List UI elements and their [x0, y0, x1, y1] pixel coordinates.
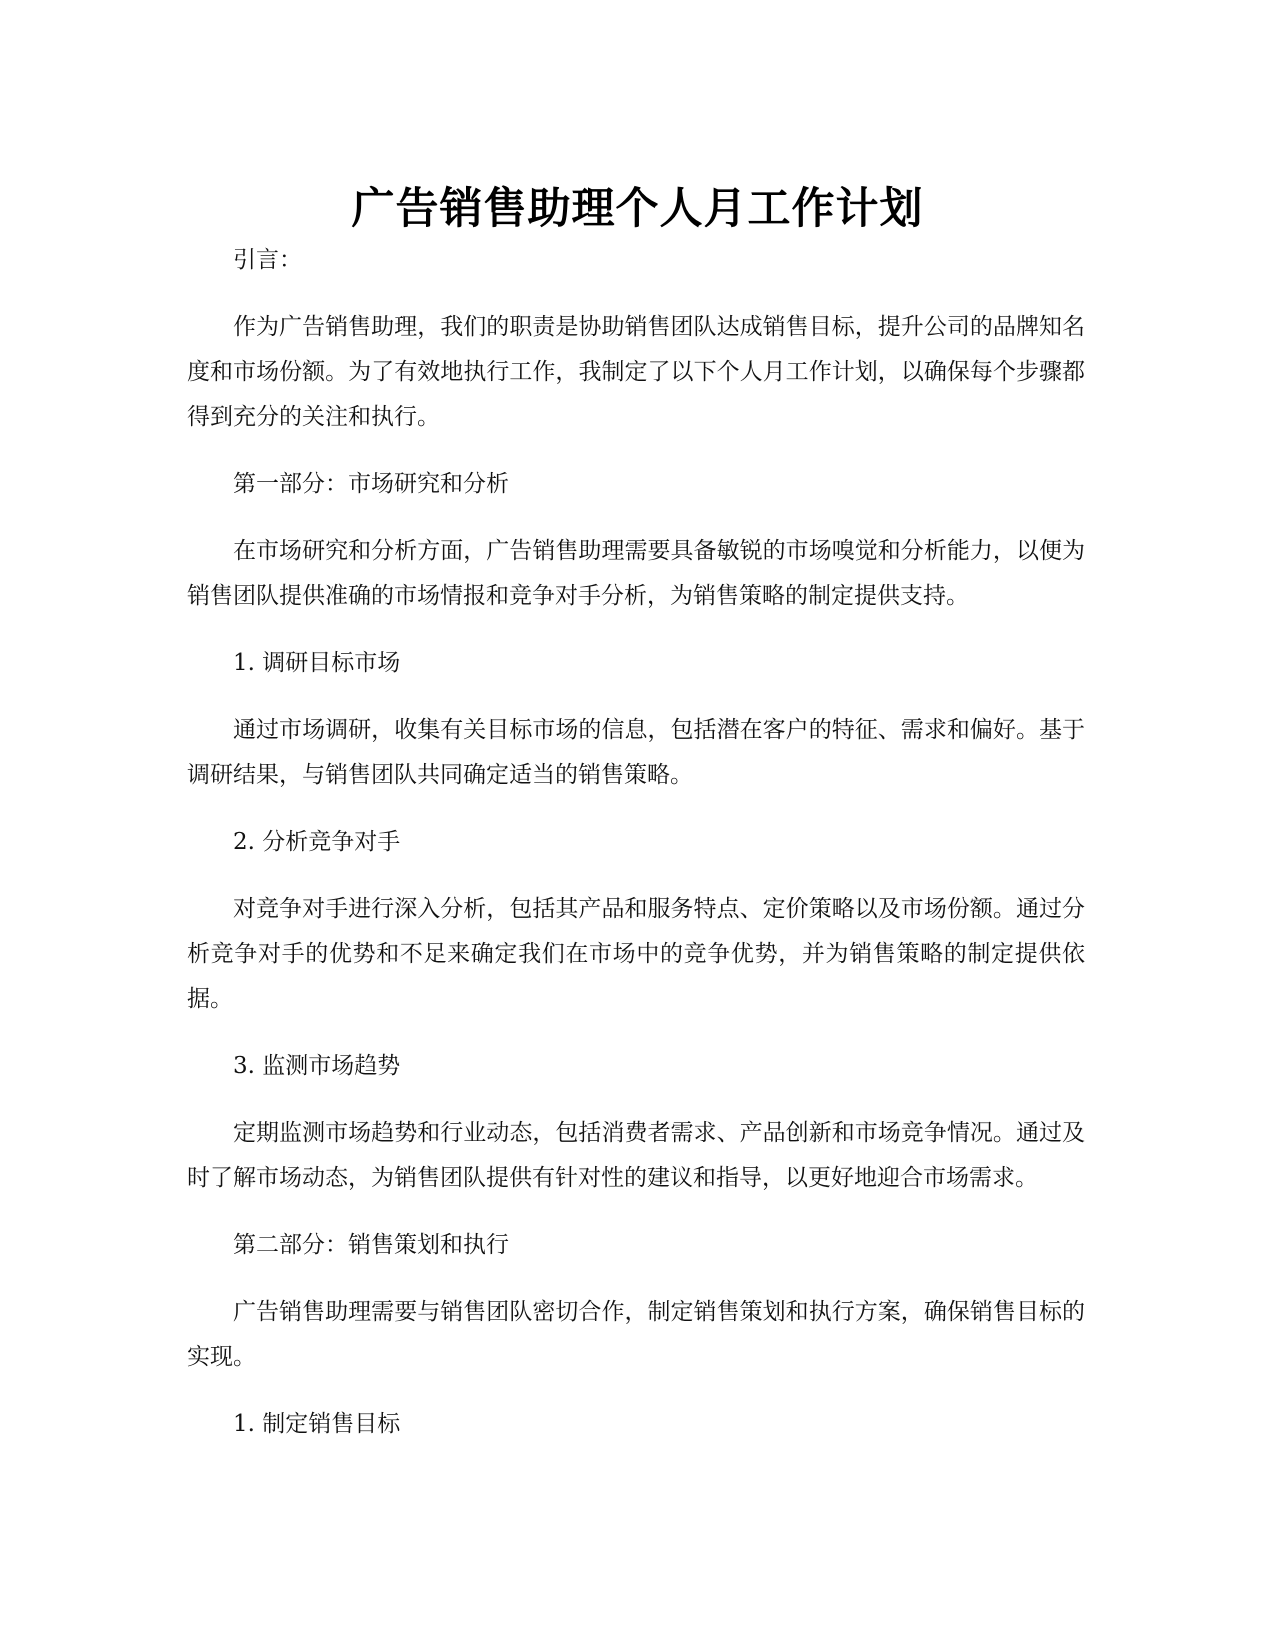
- subheading-set-sales-targets: 1. 制定销售目标: [233, 1411, 401, 1437]
- paragraph-intro-text: 作为广告销售助理，我们的职责是协助销售团队达成销售目标，提升公司的品牌知名度和市场份额。为了有效地执行工作，我制定了以下个人月工作计划，以确保每个步骤都得到充分的关注和执行。: [187, 314, 1085, 430]
- subheading-analyze-competitors: 2. 分析竞争对手: [233, 829, 401, 855]
- paragraph-monitor-trends: 定期监测市场趋势和行业动态，包括消费者需求、产品创新和市场竞争情况。通过及时了解市场动态，为销售团队提供有针对性的建议和指导，以更好地迎合市场需求。: [187, 1120, 1085, 1191]
- paragraph-research-target-market: 通过市场调研，收集有关目标市场的信息，包括潜在客户的特征、需求和偏好。基于调研结果，与销售团队共同确定适当的销售策略。: [187, 717, 1085, 788]
- paragraph-part-one-text: 在市场研究和分析方面，广告销售助理需要具备敏锐的市场嗅觉和分析能力，以便为销售团队提供准确的市场情报和竞争对手分析，为销售策略的制定提供支持。: [187, 538, 1085, 609]
- paragraph-analyze-competitors: 对竞争对手进行深入分析，包括其产品和服务特点、定价策略以及市场份额。通过分析竞争对手的优势和不足来确定我们在市场中的竞争优势，并为销售策略的制定提供依据。: [187, 896, 1085, 1012]
- subheading-research-target-market: 1. 调研目标市场: [233, 650, 401, 676]
- paragraph-part-two-text: 广告销售助理需要与销售团队密切合作，制定销售策划和执行方案，确保销售目标的实现。: [187, 1299, 1085, 1370]
- page-title: 广告销售助理个人月工作计划: [351, 183, 924, 234]
- paragraph-intro-heading: 引言：: [233, 247, 302, 273]
- document-body: [187, 238, 1085, 1469]
- section-heading-part-two: 第二部分：销售策划和执行: [233, 1232, 509, 1258]
- subheading-monitor-trends: 3. 监测市场趋势: [233, 1053, 401, 1079]
- section-heading-part-one: 第一部分：市场研究和分析: [233, 471, 509, 497]
